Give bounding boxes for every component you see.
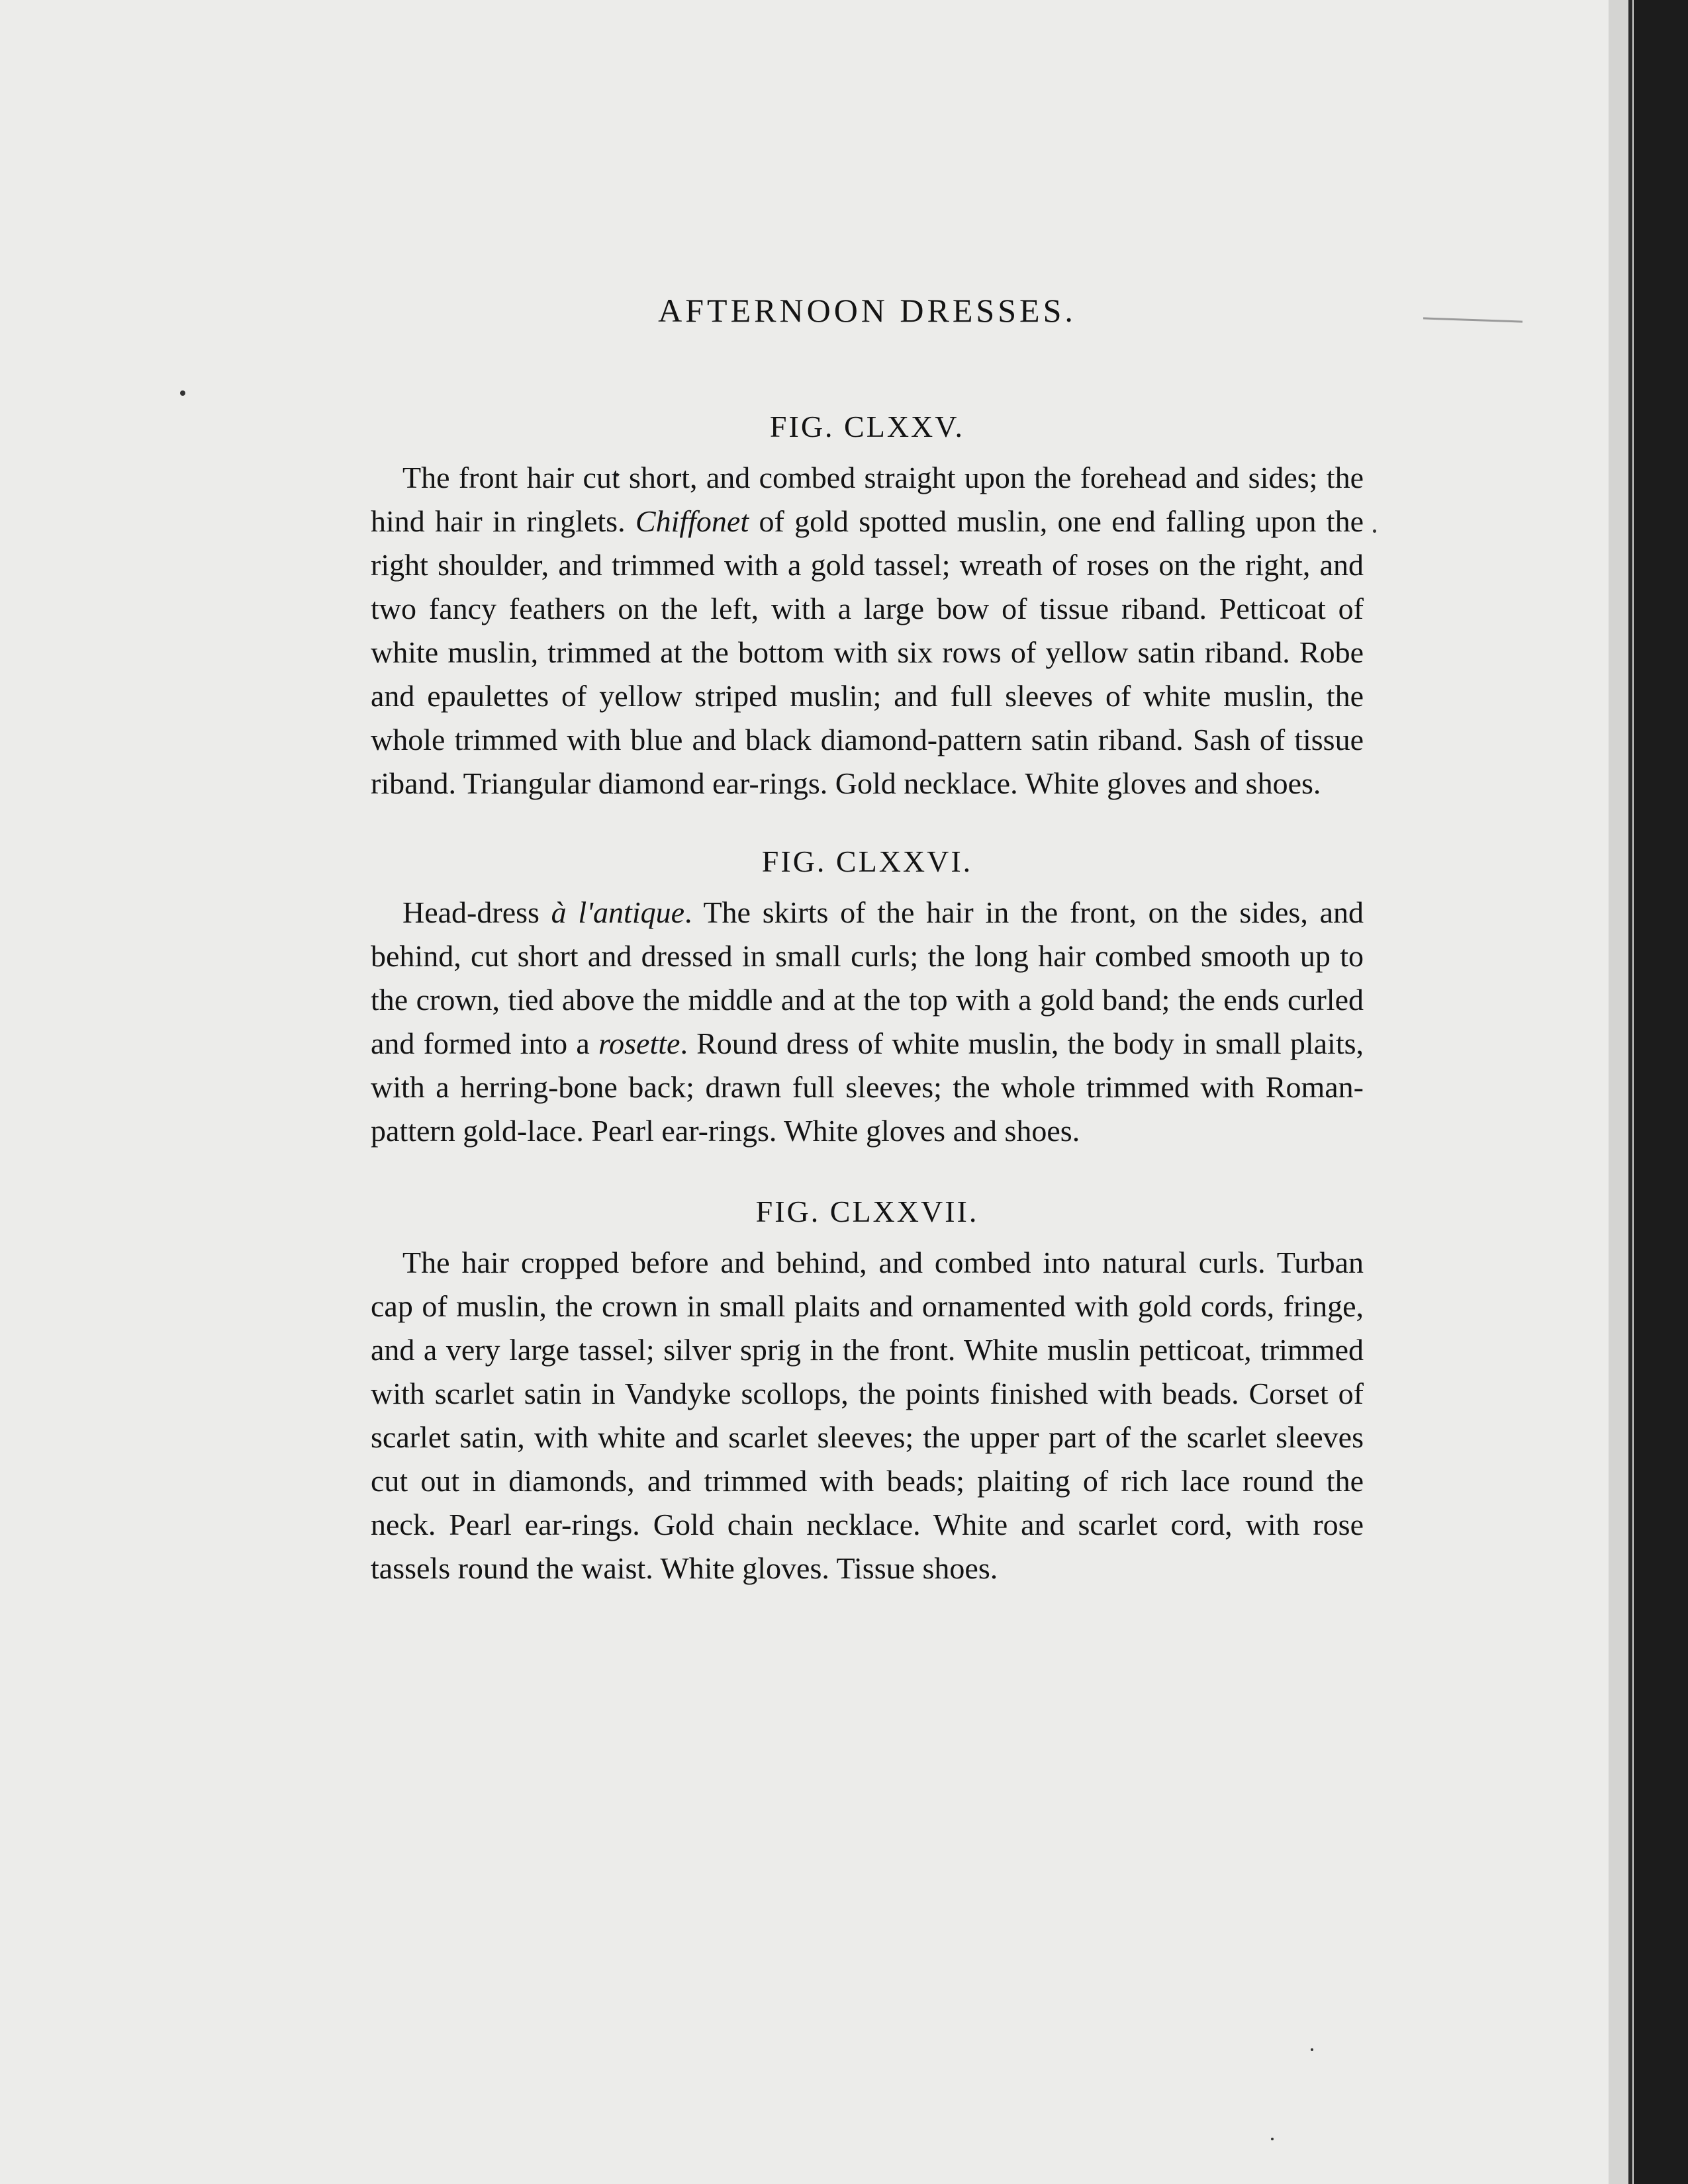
speck: [1311, 2048, 1313, 2051]
speck: [180, 390, 185, 396]
page-edge-line: [1628, 0, 1632, 2184]
figure-description: [371, 891, 1364, 1153]
figure-heading: FIG. CLXXVI.: [761, 844, 973, 878]
page-content: [371, 291, 1364, 1625]
text-run: Head-dress: [402, 895, 551, 929]
text-run: The front hair cut short, and combed straight upon the forehead and sides; the hind hair in ringlets.: [371, 461, 1364, 538]
italic-term: rosette: [598, 1026, 680, 1060]
speck: [1373, 529, 1376, 533]
italic-term: à l'antique: [551, 895, 685, 929]
italic-term: Chiffonet: [635, 504, 749, 538]
text-run: . The skirts of the hair in the front, on the sides, and behind, cut short and dressed in small curls; the long hair combed smooth up to the crown, tied above the middle and at the top with a gold band; the ends curled and formed into a: [371, 895, 1364, 1060]
speck: [1271, 2138, 1274, 2140]
text-run: The hair cropped before and behind, and combed into natural curls. Turban cap of muslin, the crown in small plaits and ornamented with gold cords, fringe, and a very large tassel; silver sprig in the front. White muslin petticoat, trimmed with scarlet satin in Vandyke scollops, the points finished with beads. Corset of scarlet satin, with white and scarlet sleeves; the upper part of the scarlet sleeves cut out in diamonds, and trimmed with beads; plaiting of rich lace round the neck. Pearl ear-rings. Gold chain necklace. White and scarlet cord, with rose tassels round the waist. White gloves. Tissue shoes.: [371, 1246, 1364, 1585]
text-run: . Round dress of white muslin, the body in small plaits, with a herring-bone back; drawn full sleeves; the whole trimmed with Roman-pattern gold-lace. Pearl ear-rings. White gloves and shoes.: [371, 1026, 1364, 1148]
figure-description: [371, 456, 1364, 805]
text-run: of gold spotted muslin, one end falling upon the right shoulder, and trimmed with a gold tassel; wreath of roses on the right, and two fancy feathers on the left, with a large bow of tissue riband. Petticoat of white muslin, trimmed at the bottom with six rows of yellow satin riband. Robe and epaulettes of yellow striped muslin; and full sleeves of white muslin, the whole trimmed with blue and black diamond-pattern satin riband. Sash of tissue riband. Triangular diamond ear-rings. Gold necklace. White gloves and shoes.: [371, 504, 1364, 800]
figure-section-clxxvii: [371, 1194, 1364, 1590]
figure-description: [371, 1241, 1364, 1590]
figure-heading: FIG. CLXXVII.: [755, 1195, 979, 1228]
figure-heading: FIG. CLXXV.: [769, 410, 965, 443]
page-title: AFTERNOON DRESSES.: [658, 292, 1076, 329]
scanner-background-strip: [1634, 0, 1688, 2184]
figure-section-clxxvi: [371, 844, 1364, 1153]
figure-section-clxxv: [371, 409, 1364, 805]
